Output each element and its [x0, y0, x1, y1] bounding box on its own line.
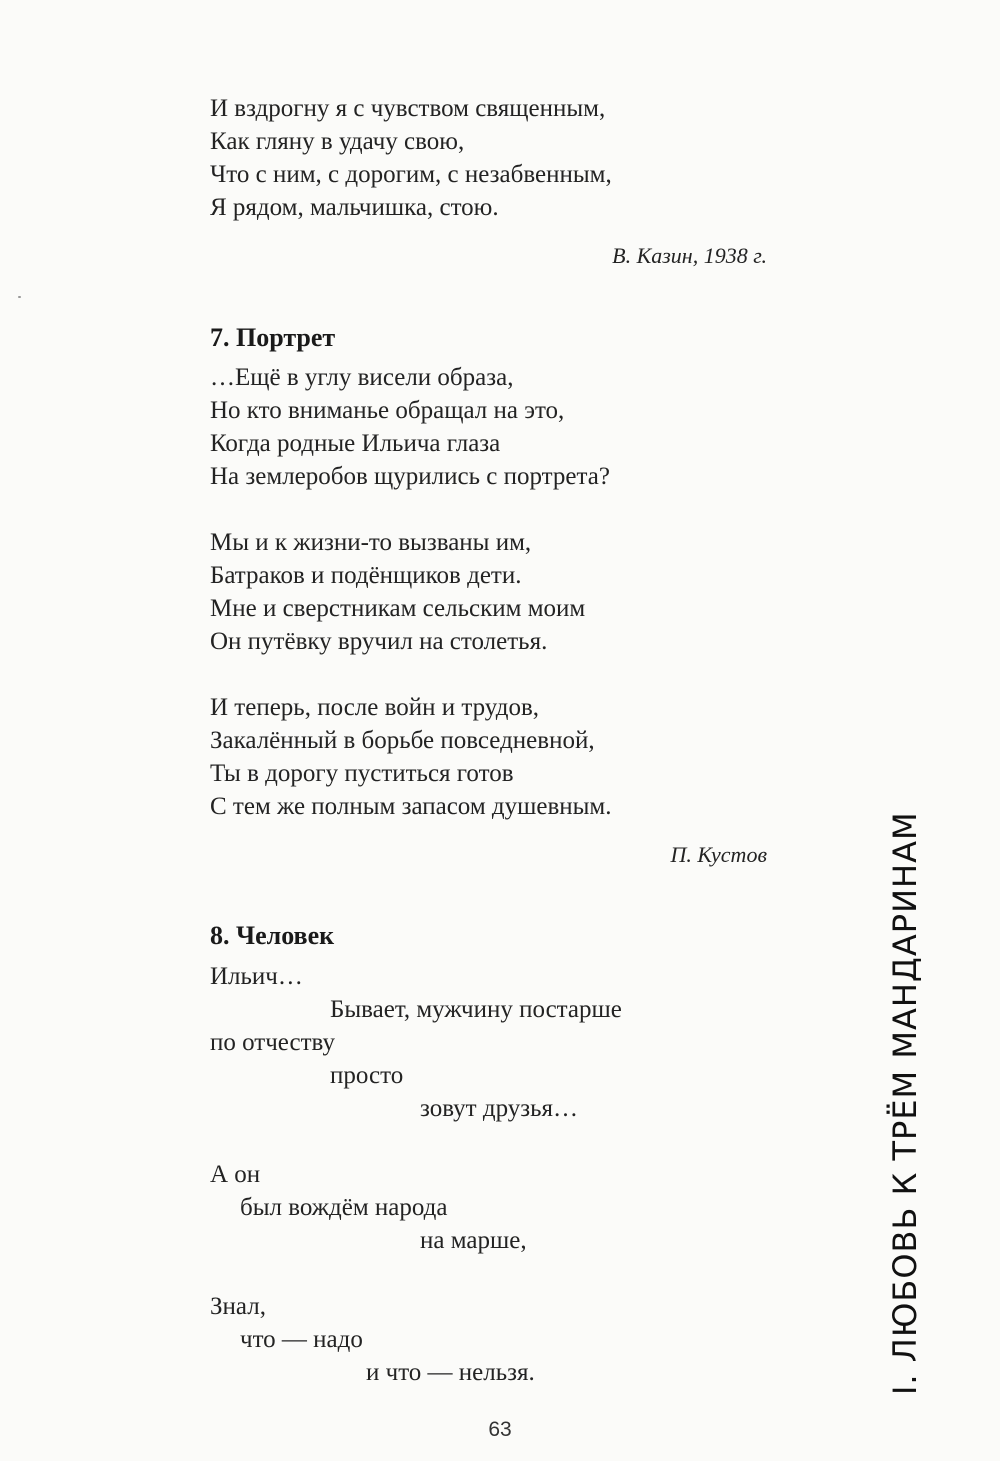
verse-line: И вздрогну я с чувством священным,	[210, 95, 606, 122]
verse-line: Ильич…	[210, 963, 303, 990]
verse-line: А он	[210, 1161, 261, 1188]
verse-line: Закалённый в борьбе повседневной,	[210, 727, 595, 754]
paper-speck	[18, 296, 21, 298]
verse-line: Батраков и подёнщиков дети.	[210, 562, 522, 589]
verse-line: на марше,	[420, 1227, 527, 1254]
verse-line: просто	[330, 1062, 404, 1089]
verse-line: Он путёвку вручил на столетья.	[210, 628, 548, 655]
verse-line: …Ещё в углу висели образа,	[210, 364, 514, 391]
poem-attribution: В. Казин, 1938 г.	[612, 243, 767, 268]
page-number: 63	[488, 1418, 512, 1441]
verse-line: и что — нельзя.	[366, 1359, 535, 1386]
verse-line: был вождём народа	[240, 1194, 448, 1221]
verse-line: Когда родные Ильича глаза	[210, 430, 501, 457]
verse-line: Я рядом, мальчишка, стою.	[210, 194, 499, 221]
verse-line: Но кто вниманье обращал на это,	[210, 397, 565, 424]
verse-line: Что с ним, с дорогим, с незабвенным,	[210, 161, 612, 188]
verse-line: С тем же полным запасом душевным.	[210, 793, 612, 820]
verse-line: Мне и сверстникам сельским моим	[210, 595, 586, 622]
verse-line: Ты в дорогу пуститься готов	[210, 760, 514, 787]
poem-title: 7. Портрет	[210, 323, 336, 352]
verse-line: Знал,	[210, 1293, 266, 1320]
verse-line: Бывает, мужчину постарше	[330, 996, 622, 1023]
verse-line: На землеробов щурились с портрета?	[210, 463, 610, 490]
poem-title: 8. Человек	[210, 921, 335, 950]
poem-attribution: П. Кустов	[670, 842, 767, 867]
verse-line: И теперь, после войн и трудов,	[210, 694, 539, 721]
section-side-title: I. ЛЮБОВЬ К ТРЁМ МАНДАРИНАМ	[886, 811, 924, 1395]
verse-line: Мы и к жизни-то вызваны им,	[210, 529, 532, 556]
verse-line: Как гляну в удачу свою,	[210, 128, 465, 155]
verse-line: зовут друзья…	[420, 1095, 579, 1122]
verse-line: что — надо	[240, 1326, 363, 1353]
verse-line: по отчеству	[210, 1029, 335, 1056]
